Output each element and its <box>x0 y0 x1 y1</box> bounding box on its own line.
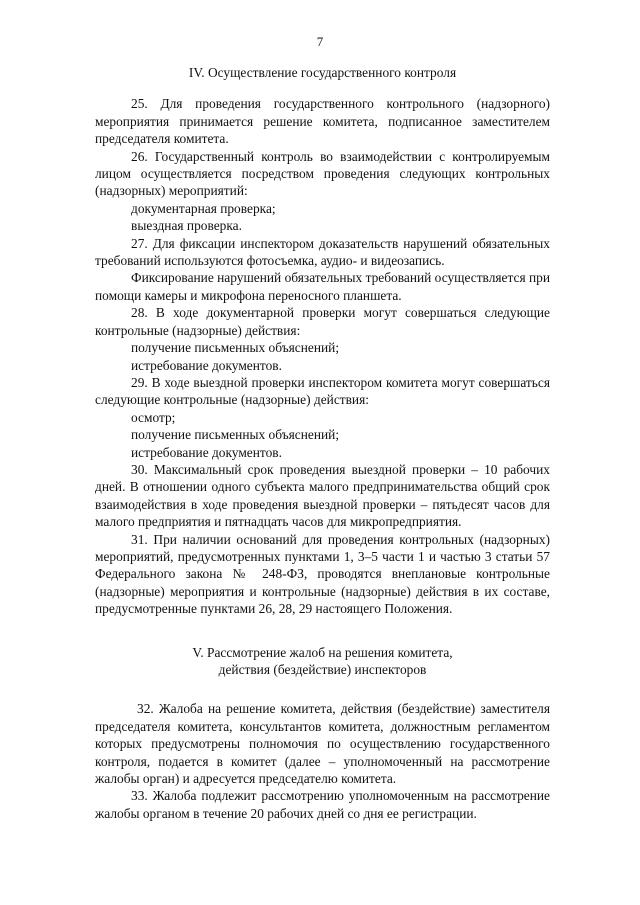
list-item: истребование документов. <box>131 444 282 460</box>
paragraph-31: 31. При наличии оснований для проведения контрольных (надзорных) мероприятий, предусмотренных пунктами 1, 3–5 части 1 и частью 3 статьи 57 Федерального закона № 248-ФЗ, проводятся внеплановые контрольные (надзорные) мероприятия и контрольные (надзорные) действия в их составе, предусмотренные пунктами 26, 28, 29 настоящего Положения. <box>95 531 550 617</box>
list-item: документарная проверка; <box>131 200 276 216</box>
section-5-title-line-2: действия (бездействие) инспекторов <box>218 662 427 677</box>
section-5-title-line-1: V. Рассмотрение жалоб на решения комитета, <box>192 644 453 660</box>
paragraph-29: 29. В ходе выездной проверки инспектором комитета могут совершаться следующие контрольные (надзорные) действия: <box>95 374 550 408</box>
paragraph-33: 33. Жалоба подлежит рассмотрению уполномоченным на рассмотрение жалобы органом в течение 20 рабочих дней со дня ее регистрации. <box>95 788 550 821</box>
paragraph-32: 32. Жалоба на решение комитета, действия (бездействие) заместителя председателя комитета, консультантов комитета, должностным регламентом которых предусмотрены полномочия по осуществлению государственного контроля, подается в комитет (далее – уполномоченный на рассмотрение жалобы орган) и адресуется председателю комитета. <box>95 701 550 787</box>
list-item: выездная проверка. <box>131 218 242 234</box>
paragraph-30: 30. Максимальный срок проведения выездной проверки – 10 рабочих дней. В отношении одного субъекта малого предпринимательства общий срок взаимодействия в ходе проведения выездной проверки – пятьдесят часов для малого предприятия и пятнадцать часов для микропредприятия. <box>95 461 550 530</box>
section-5-title <box>95 644 550 679</box>
list-item: осмотр; <box>131 409 176 425</box>
document-body <box>95 64 550 822</box>
list-item: истребование документов. <box>131 357 282 373</box>
paragraph-27: 27. Для фиксации инспектором доказательств нарушений обязательных требований используются фотосъемка, аудио- и видеозапись. <box>95 235 550 269</box>
paragraph-27b: Фиксирование нарушений обязательных требований осуществляется при помощи камеры и микрофона переносного планшета. <box>95 270 550 303</box>
paragraph-25: 25. Для проведения государственного контрольного (надзорного) мероприятия принимается решение комитета, подписанное заместителем председателя комитета. <box>95 96 550 147</box>
page-number: 7 <box>316 34 324 49</box>
paragraph-26: 26. Государственный контроль во взаимодействии с контролируемым лицом осуществляется посредством проведения следующих контрольных (надзорных) мероприятий: <box>95 148 550 199</box>
section-4-title: IV. Осуществление государственного контроля <box>188 65 457 80</box>
list-item: получение письменных объяснений; <box>131 427 340 443</box>
list-item: получение письменных объяснений; <box>131 340 340 356</box>
paragraph-28: 28. В ходе документарной проверки могут совершаться следующие контрольные (надзорные) действия: <box>95 305 550 338</box>
